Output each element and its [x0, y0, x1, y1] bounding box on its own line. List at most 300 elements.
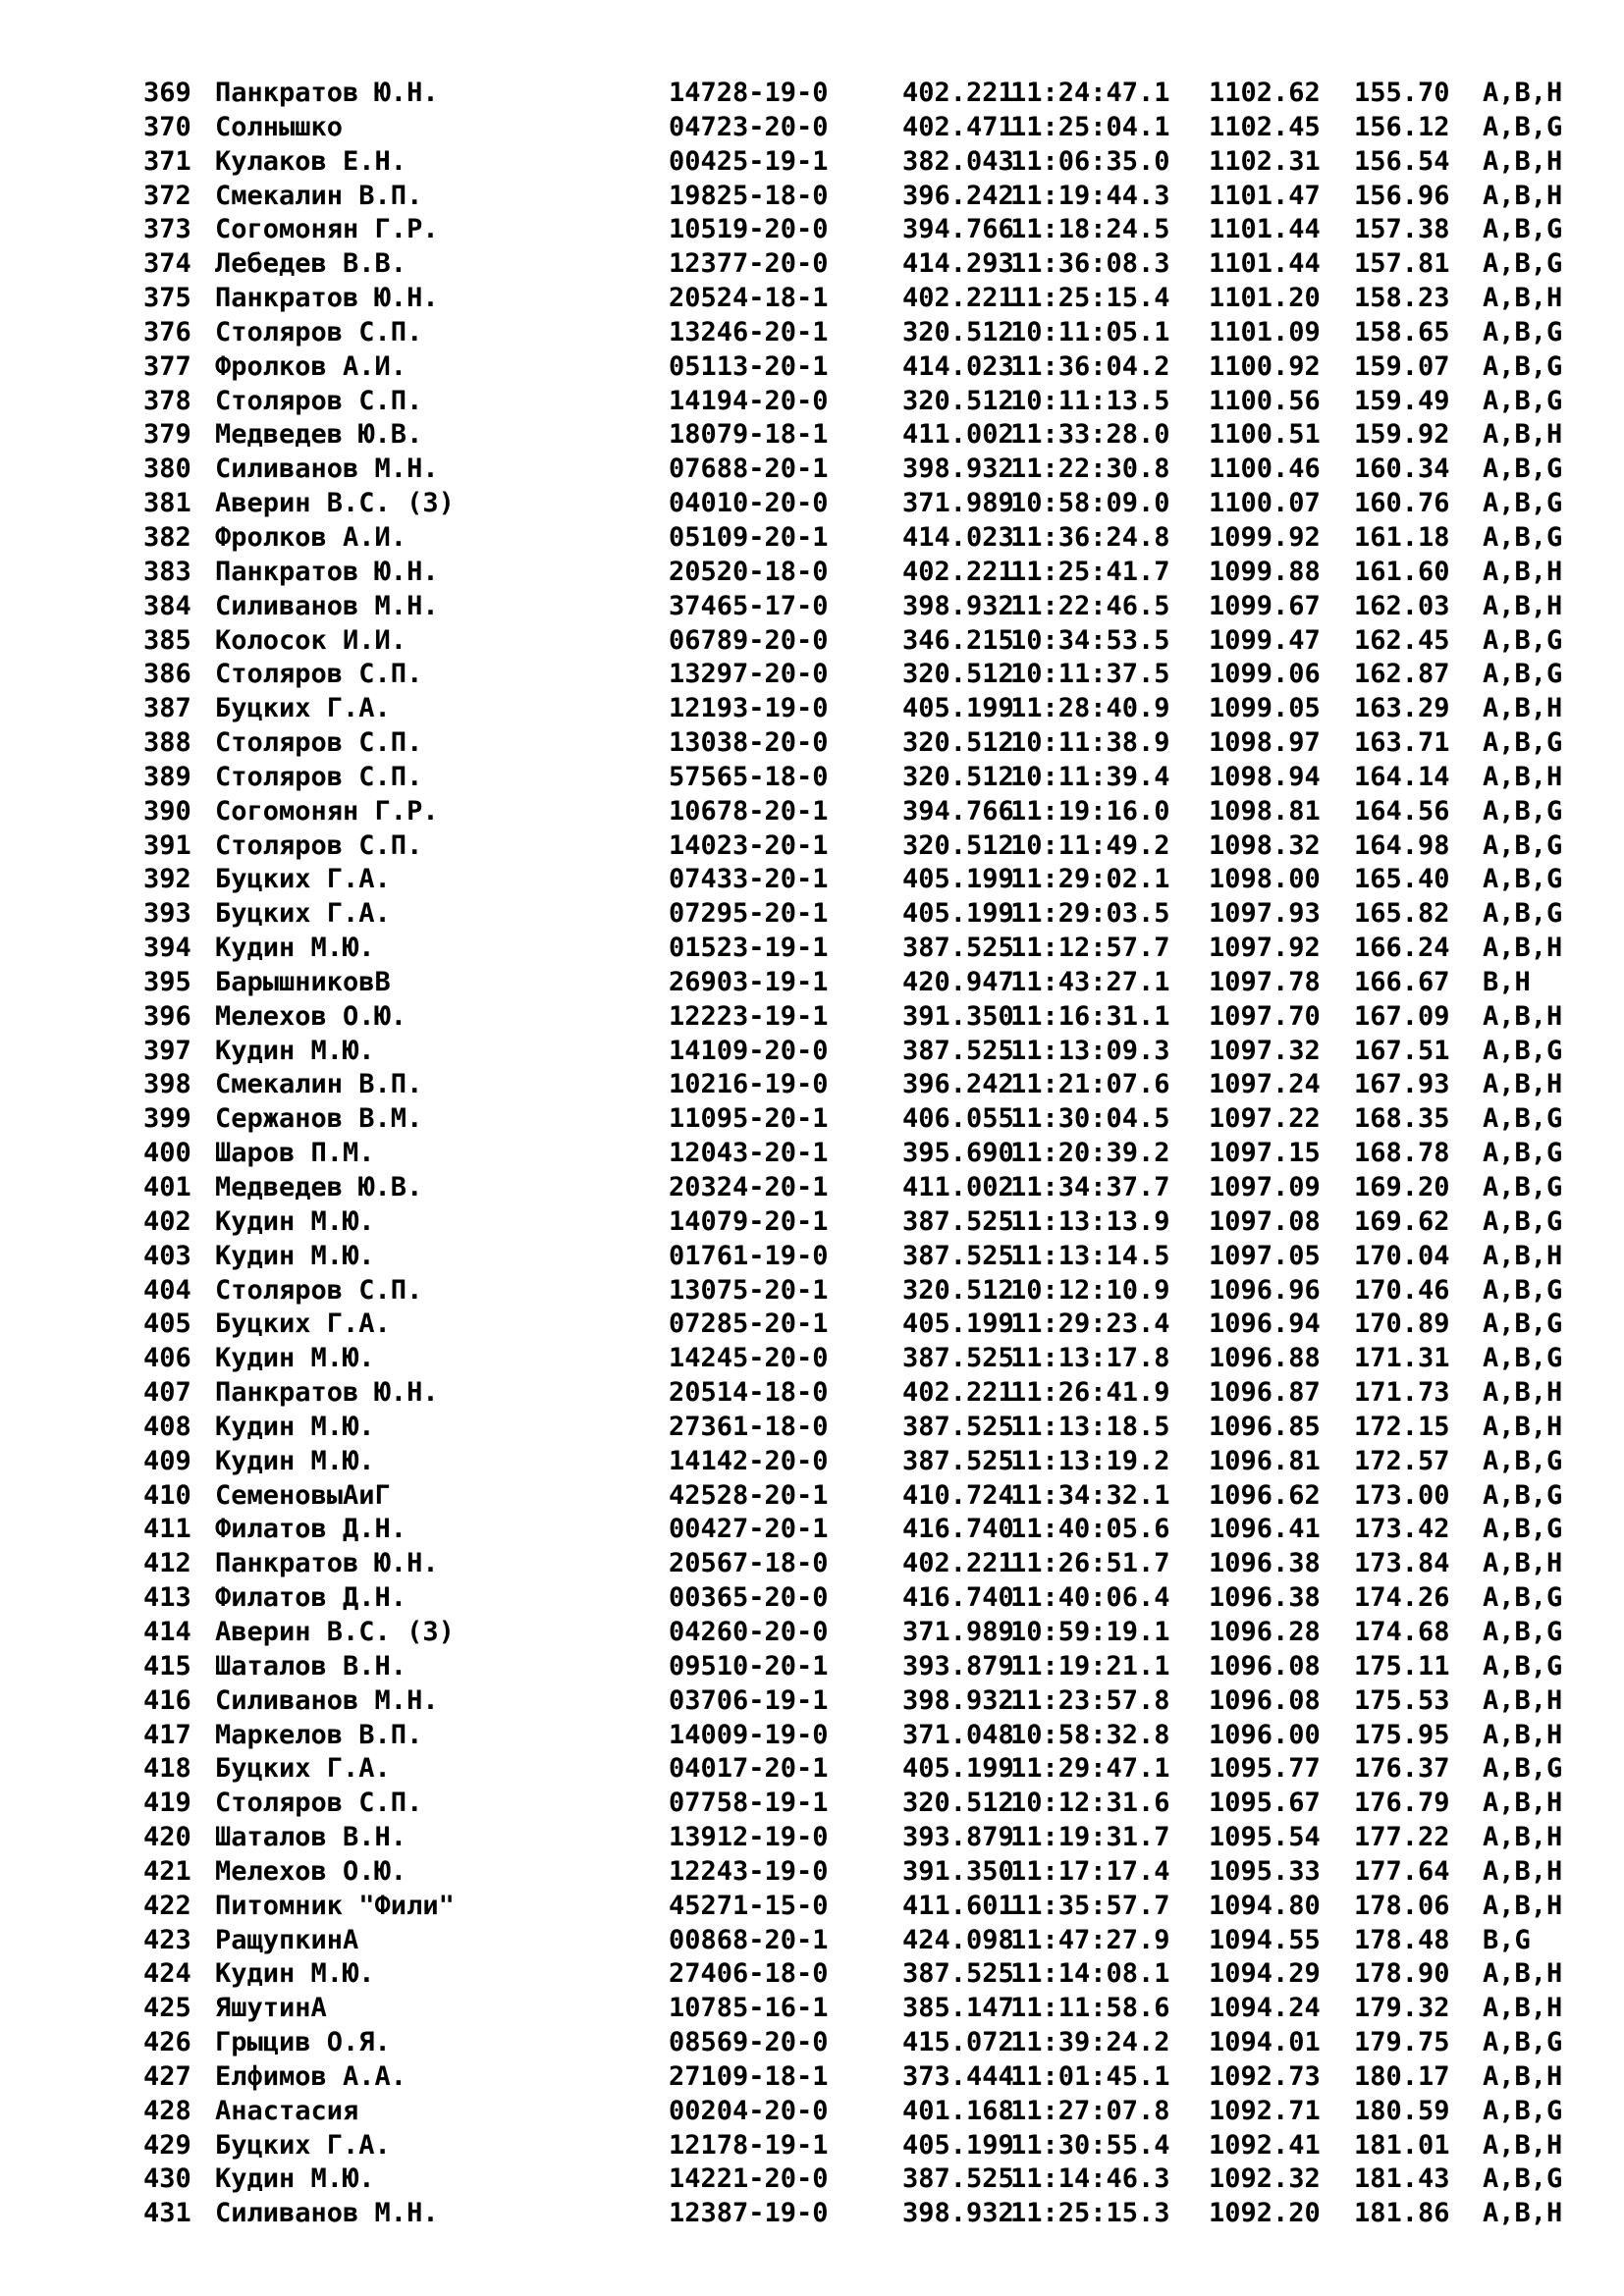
- category-flags: A,B,H: [1483, 419, 1563, 451]
- coefficient: 178.90: [1354, 1958, 1450, 1990]
- ring-number: 14728-19-0: [669, 78, 829, 108]
- speed: 1100.56: [1209, 385, 1321, 416]
- arrival-time: 11:19:16.0: [1010, 795, 1170, 827]
- speed: 1092.73: [1209, 2060, 1321, 2092]
- table-row: [143, 1411, 1562, 1445]
- table-row: [143, 761, 1562, 795]
- distance: 391.350: [902, 1855, 1014, 1887]
- coefficient: 159.92: [1354, 419, 1450, 451]
- table-row: [143, 145, 1562, 180]
- ring-number: 12043-20-1: [669, 1138, 829, 1169]
- fancier-name: Буцких Г.А.: [215, 1308, 391, 1340]
- table-row: [143, 418, 1562, 453]
- arrival-time: 11:21:07.6: [1010, 1069, 1170, 1100]
- arrival-time: 11:28:40.9: [1010, 693, 1170, 724]
- arrival-time: 10:12:31.6: [1010, 1788, 1170, 1819]
- fancier-name: Согомонян Г.Р.: [215, 214, 439, 245]
- speed: 1097.93: [1209, 898, 1321, 930]
- distance: 371.989: [902, 488, 1014, 519]
- ring-number: 14109-20-0: [669, 1035, 829, 1066]
- distance: 371.989: [902, 1616, 1014, 1647]
- table-row: [143, 829, 1562, 864]
- table-row: [143, 1581, 1562, 1616]
- ring-number: 14142-20-0: [669, 1445, 829, 1476]
- speed: 1094.01: [1209, 2027, 1321, 2058]
- coefficient: 180.59: [1354, 2095, 1450, 2126]
- row-number: 426: [143, 2027, 191, 2058]
- arrival-time: 11:14:08.1: [1010, 1958, 1170, 1990]
- distance: 396.242: [902, 1069, 1014, 1100]
- arrival-time: 11:35:57.7: [1010, 1890, 1170, 1921]
- arrival-time: 11:22:46.5: [1010, 590, 1170, 621]
- table-row: [143, 966, 1562, 1000]
- fancier-name: Фролков А.И.: [215, 350, 407, 382]
- fancier-name: Кудин М.Ю.: [215, 933, 375, 964]
- distance: 320.512: [902, 385, 1014, 416]
- table-row: [143, 453, 1562, 487]
- distance: 394.766: [902, 795, 1014, 827]
- table-row: [143, 1445, 1562, 1479]
- row-number: 408: [143, 1411, 191, 1442]
- coefficient: 164.98: [1354, 829, 1450, 861]
- speed: 1101.09: [1209, 316, 1321, 347]
- fancier-name: Кудин М.Ю.: [215, 1343, 375, 1374]
- coefficient: 171.31: [1354, 1343, 1450, 1374]
- fancier-name: БарышниковВ: [215, 966, 391, 997]
- arrival-time: 11:12:57.7: [1010, 933, 1170, 964]
- ring-number: 14023-20-1: [669, 829, 829, 861]
- speed: 1097.05: [1209, 1240, 1321, 1271]
- arrival-time: 11:19:44.3: [1010, 180, 1170, 211]
- ring-number: 12178-19-1: [669, 2129, 829, 2161]
- fancier-name: Мелехов О.Ю.: [215, 1855, 407, 1887]
- distance: 411.002: [902, 419, 1014, 451]
- table-row: [143, 1616, 1562, 1650]
- distance: 402.221: [902, 1548, 1014, 1579]
- fancier-name: Филатов Д.Н.: [215, 1582, 407, 1614]
- distance: 414.023: [902, 521, 1014, 553]
- table-row: [143, 1308, 1562, 1342]
- fancier-name: Столяров С.П.: [215, 1788, 423, 1819]
- table-row: [143, 863, 1562, 897]
- distance: 382.043: [902, 145, 1014, 177]
- ring-number: 13075-20-1: [669, 1274, 829, 1306]
- fancier-name: Колосок И.И.: [215, 624, 407, 656]
- category-flags: A,B,G: [1483, 864, 1563, 895]
- table-row: [143, 1035, 1562, 1069]
- coefficient: 162.87: [1354, 659, 1450, 690]
- results-list: [143, 77, 1562, 2231]
- speed: 1098.81: [1209, 795, 1321, 827]
- fancier-name: Буцких Г.А.: [215, 864, 391, 895]
- ring-number: 27361-18-0: [669, 1411, 829, 1442]
- category-flags: A,B,H: [1483, 1548, 1563, 1579]
- fancier-name: Кудин М.Ю.: [215, 1958, 375, 1990]
- fancier-name: Буцких Г.А.: [215, 2129, 391, 2161]
- row-number: 378: [143, 385, 191, 416]
- table-row: [143, 1957, 1562, 1992]
- coefficient: 167.51: [1354, 1035, 1450, 1066]
- arrival-time: 10:11:05.1: [1010, 316, 1170, 347]
- category-flags: A,B,H: [1483, 1855, 1563, 1887]
- table-row: [143, 2095, 1562, 2129]
- coefficient: 160.76: [1354, 488, 1450, 519]
- table-row: [143, 2060, 1562, 2095]
- row-number: 422: [143, 1890, 191, 1921]
- row-number: 377: [143, 350, 191, 382]
- speed: 1098.97: [1209, 727, 1321, 759]
- row-number: 415: [143, 1650, 191, 1682]
- table-row: [143, 2129, 1562, 2163]
- coefficient: 165.82: [1354, 898, 1450, 930]
- row-number: 388: [143, 727, 191, 759]
- category-flags: A,B,H: [1483, 1719, 1563, 1750]
- coefficient: 157.38: [1354, 214, 1450, 245]
- category-flags: A,B,G: [1483, 350, 1563, 382]
- speed: 1099.67: [1209, 590, 1321, 621]
- coefficient: 163.29: [1354, 693, 1450, 724]
- speed: 1096.08: [1209, 1684, 1321, 1716]
- arrival-time: 11:06:35.0: [1010, 145, 1170, 177]
- distance: 405.199: [902, 1753, 1014, 1785]
- ring-number: 13246-20-1: [669, 316, 829, 347]
- fancier-name: Кудин М.Ю.: [215, 1205, 375, 1237]
- table-row: [143, 932, 1562, 966]
- ring-number: 07285-20-1: [669, 1308, 829, 1340]
- coefficient: 163.71: [1354, 727, 1450, 759]
- ring-number: 10678-20-1: [669, 795, 829, 827]
- arrival-time: 11:33:28.0: [1010, 419, 1170, 451]
- speed: 1096.41: [1209, 1514, 1321, 1545]
- distance: 395.690: [902, 1138, 1014, 1169]
- distance: 387.525: [902, 1343, 1014, 1374]
- table-row: [143, 1924, 1562, 1958]
- speed: 1096.62: [1209, 1479, 1321, 1511]
- coefficient: 176.79: [1354, 1788, 1450, 1819]
- ring-number: 08569-20-0: [669, 2027, 829, 2058]
- distance: 385.147: [902, 1993, 1014, 2024]
- ring-number: 11095-20-1: [669, 1103, 829, 1135]
- row-number: 405: [143, 1308, 191, 1340]
- ring-number: 20524-18-1: [669, 283, 829, 314]
- row-number: 417: [143, 1719, 191, 1750]
- coefficient: 158.65: [1354, 316, 1450, 347]
- ring-number: 13297-20-0: [669, 659, 829, 690]
- coefficient: 174.68: [1354, 1616, 1450, 1647]
- ring-number: 00868-20-1: [669, 1924, 829, 1955]
- ring-number: 01523-19-1: [669, 933, 829, 964]
- coefficient: 170.89: [1354, 1308, 1450, 1340]
- row-number: 372: [143, 180, 191, 211]
- speed: 1100.07: [1209, 488, 1321, 519]
- ring-number: 14079-20-1: [669, 1205, 829, 1237]
- fancier-name: Столяров С.П.: [215, 761, 423, 792]
- table-row: [143, 1205, 1562, 1240]
- speed: 1101.44: [1209, 248, 1321, 280]
- distance: 398.932: [902, 590, 1014, 621]
- table-row: [143, 247, 1562, 282]
- category-flags: A,B,G: [1483, 624, 1563, 656]
- ring-number: 26903-19-1: [669, 966, 829, 997]
- fancier-name: Смекалин В.П.: [215, 180, 423, 211]
- speed: 1098.00: [1209, 864, 1321, 895]
- category-flags: A,B,G: [1483, 454, 1563, 485]
- ring-number: 12223-19-1: [669, 1000, 829, 1032]
- fancier-name: Медведев Ю.В.: [215, 419, 423, 451]
- coefficient: 175.53: [1354, 1684, 1450, 1716]
- fancier-name: Силиванов М.Н.: [215, 2198, 439, 2229]
- category-flags: A,B,G: [1483, 488, 1563, 519]
- fancier-name: Маркелов В.П.: [215, 1719, 423, 1750]
- speed: 1096.94: [1209, 1308, 1321, 1340]
- category-flags: A,B,G: [1483, 1172, 1563, 1202]
- speed: 1100.51: [1209, 419, 1321, 451]
- row-number: 369: [143, 78, 191, 108]
- category-flags: A,B,H: [1483, 1684, 1563, 1716]
- arrival-time: 11:22:30.8: [1010, 454, 1170, 485]
- table-row: [143, 487, 1562, 521]
- ring-number: 18079-18-1: [669, 419, 829, 451]
- coefficient: 170.04: [1354, 1240, 1450, 1271]
- distance: 320.512: [902, 659, 1014, 690]
- row-number: 400: [143, 1138, 191, 1169]
- fancier-name: Буцких Г.А.: [215, 898, 391, 930]
- speed: 1096.00: [1209, 1719, 1321, 1750]
- table-row: [143, 1752, 1562, 1787]
- category-flags: A,B,H: [1483, 1993, 1563, 2024]
- table-row: [143, 1719, 1562, 1753]
- fancier-name: Сержанов В.М.: [215, 1103, 423, 1135]
- ring-number: 01761-19-0: [669, 1240, 829, 1271]
- coefficient: 181.01: [1354, 2129, 1450, 2161]
- arrival-time: 11:36:04.2: [1010, 350, 1170, 382]
- speed: 1099.06: [1209, 659, 1321, 690]
- arrival-time: 11:18:24.5: [1010, 214, 1170, 245]
- row-number: 370: [143, 111, 191, 142]
- coefficient: 175.95: [1354, 1719, 1450, 1750]
- table-row: [143, 1855, 1562, 1890]
- table-row: [143, 590, 1562, 624]
- category-flags: A,B,H: [1483, 1411, 1563, 1442]
- distance: 405.199: [902, 864, 1014, 895]
- fancier-name: Панкратов Ю.Н.: [215, 283, 439, 314]
- table-row: [143, 1068, 1562, 1102]
- fancier-name: Столяров С.П.: [215, 385, 423, 416]
- arrival-time: 11:13:14.5: [1010, 1240, 1170, 1271]
- ring-number: 07688-20-1: [669, 454, 829, 485]
- speed: 1097.24: [1209, 1069, 1321, 1100]
- table-row: [143, 897, 1562, 932]
- arrival-time: 11:30:04.5: [1010, 1103, 1170, 1135]
- speed: 1096.87: [1209, 1377, 1321, 1409]
- category-flags: A,B,H: [1483, 283, 1563, 314]
- arrival-time: 11:29:03.5: [1010, 898, 1170, 930]
- ring-number: 20514-18-0: [669, 1377, 829, 1409]
- speed: 1092.71: [1209, 2095, 1321, 2126]
- speed: 1099.88: [1209, 556, 1321, 587]
- category-flags: A,B,G: [1483, 727, 1563, 759]
- ring-number: 14245-20-0: [669, 1343, 829, 1374]
- distance: 393.879: [902, 1822, 1014, 1853]
- speed: 1094.29: [1209, 1958, 1321, 1990]
- fancier-name: Шаров П.М.: [215, 1138, 375, 1169]
- arrival-time: 10:11:38.9: [1010, 727, 1170, 759]
- category-flags: A,B,G: [1483, 1650, 1563, 1682]
- category-flags: A,B,G: [1483, 1753, 1563, 1785]
- speed: 1100.46: [1209, 454, 1321, 485]
- distance: 414.293: [902, 248, 1014, 280]
- coefficient: 164.56: [1354, 795, 1450, 827]
- row-number: 393: [143, 898, 191, 930]
- speed: 1096.96: [1209, 1274, 1321, 1306]
- coefficient: 159.49: [1354, 385, 1450, 416]
- table-row: [143, 556, 1562, 590]
- table-row: [143, 1240, 1562, 1274]
- speed: 1096.81: [1209, 1445, 1321, 1476]
- row-number: 412: [143, 1548, 191, 1579]
- ring-number: 13038-20-0: [669, 727, 829, 759]
- row-number: 371: [143, 145, 191, 177]
- distance: 402.221: [902, 556, 1014, 587]
- distance: 387.525: [902, 2163, 1014, 2195]
- table-row: [143, 1102, 1562, 1137]
- distance: 424.098: [902, 1924, 1014, 1955]
- category-flags: A,B,G: [1483, 1103, 1563, 1135]
- ring-number: 27406-18-0: [669, 1958, 829, 1990]
- speed: 1101.44: [1209, 214, 1321, 245]
- fancier-name: Питомник "Фили": [215, 1890, 455, 1921]
- fancier-name: Согомонян Г.Р.: [215, 795, 439, 827]
- speed: 1098.32: [1209, 829, 1321, 861]
- category-flags: A,B,H: [1483, 933, 1563, 964]
- coefficient: 170.46: [1354, 1274, 1450, 1306]
- distance: 387.525: [902, 933, 1014, 964]
- distance: 373.444: [902, 2060, 1014, 2092]
- distance: 411.002: [902, 1172, 1014, 1202]
- fancier-name: СеменовыАиГ: [215, 1479, 391, 1511]
- fancier-name: Столяров С.П.: [215, 316, 423, 347]
- ring-number: 14221-20-0: [669, 2163, 829, 2195]
- arrival-time: 11:26:41.9: [1010, 1377, 1170, 1409]
- fancier-name: Кулаков Е.Н.: [215, 145, 407, 177]
- row-number: 376: [143, 316, 191, 347]
- speed: 1101.20: [1209, 283, 1321, 314]
- fancier-name: Фролков А.И.: [215, 521, 407, 553]
- coefficient: 158.23: [1354, 283, 1450, 314]
- fancier-name: Силиванов М.Н.: [215, 1684, 439, 1716]
- category-flags: A,B,G: [1483, 1616, 1563, 1647]
- arrival-time: 11:25:15.3: [1010, 2198, 1170, 2229]
- category-flags: A,B,H: [1483, 1069, 1563, 1100]
- row-number: 383: [143, 556, 191, 587]
- row-number: 402: [143, 1205, 191, 1237]
- arrival-time: 11:25:41.7: [1010, 556, 1170, 587]
- speed: 1102.31: [1209, 145, 1321, 177]
- fancier-name: Столяров С.П.: [215, 727, 423, 759]
- distance: 391.350: [902, 1000, 1014, 1032]
- table-row: [143, 2197, 1562, 2231]
- fancier-name: Кудин М.Ю.: [215, 1445, 375, 1476]
- category-flags: A,B,H: [1483, 761, 1563, 792]
- ring-number: 05109-20-1: [669, 521, 829, 553]
- distance: 387.525: [902, 1240, 1014, 1271]
- coefficient: 181.43: [1354, 2163, 1450, 2195]
- table-row: [143, 692, 1562, 726]
- coefficient: 174.26: [1354, 1582, 1450, 1614]
- fancier-name: Грыцив О.Я.: [215, 2027, 391, 2058]
- table-row: [143, 213, 1562, 247]
- table-row: [143, 1137, 1562, 1171]
- row-number: 424: [143, 1958, 191, 1990]
- table-row: [143, 180, 1562, 214]
- ring-number: 20567-18-0: [669, 1548, 829, 1579]
- coefficient: 166.67: [1354, 966, 1450, 997]
- coefficient: 167.93: [1354, 1069, 1450, 1100]
- fancier-name: Кудин М.Ю.: [215, 1411, 375, 1442]
- row-number: 420: [143, 1822, 191, 1853]
- ring-number: 00427-20-1: [669, 1514, 829, 1545]
- arrival-time: 11:40:05.6: [1010, 1514, 1170, 1545]
- coefficient: 162.45: [1354, 624, 1450, 656]
- ring-number: 00365-20-0: [669, 1582, 829, 1614]
- arrival-time: 11:40:06.4: [1010, 1582, 1170, 1614]
- ring-number: 37465-17-0: [669, 590, 829, 621]
- coefficient: 177.22: [1354, 1822, 1450, 1853]
- row-number: 379: [143, 419, 191, 451]
- distance: 346.215: [902, 624, 1014, 656]
- category-flags: A,B,H: [1483, 1377, 1563, 1409]
- fancier-name: Аверин В.С. (З): [215, 1616, 455, 1647]
- table-row: [143, 1513, 1562, 1547]
- arrival-time: 11:26:51.7: [1010, 1548, 1170, 1579]
- arrival-time: 10:11:37.5: [1010, 659, 1170, 690]
- speed: 1097.22: [1209, 1103, 1321, 1135]
- row-number: 416: [143, 1684, 191, 1716]
- coefficient: 171.73: [1354, 1377, 1450, 1409]
- category-flags: A,B,G: [1483, 2163, 1563, 2195]
- row-number: 425: [143, 1993, 191, 2024]
- table-row: [143, 1684, 1562, 1719]
- ring-number: 04260-20-0: [669, 1616, 829, 1647]
- arrival-time: 11:13:17.8: [1010, 1343, 1170, 1374]
- ring-number: 20324-20-1: [669, 1172, 829, 1202]
- table-row: [143, 1547, 1562, 1581]
- arrival-time: 10:11:39.4: [1010, 761, 1170, 792]
- coefficient: 166.24: [1354, 933, 1450, 964]
- arrival-time: 11:47:27.9: [1010, 1924, 1170, 1955]
- speed: 1102.62: [1209, 78, 1321, 108]
- category-flags: A,B,G: [1483, 2027, 1563, 2058]
- fancier-name: Панкратов Ю.Н.: [215, 556, 439, 587]
- arrival-time: 11:19:31.7: [1010, 1822, 1170, 1853]
- table-row: [143, 2026, 1562, 2060]
- ring-number: 10519-20-0: [669, 214, 829, 245]
- table-row: [143, 1000, 1562, 1035]
- coefficient: 157.81: [1354, 248, 1450, 280]
- distance: 402.221: [902, 1377, 1014, 1409]
- category-flags: A,B,H: [1483, 2129, 1563, 2161]
- category-flags: A,B,G: [1483, 1205, 1563, 1237]
- row-number: 406: [143, 1343, 191, 1374]
- fancier-name: Панкратов Ю.Н.: [215, 78, 439, 108]
- row-number: 407: [143, 1377, 191, 1409]
- distance: 398.932: [902, 1684, 1014, 1716]
- category-flags: A,B,H: [1483, 693, 1563, 724]
- table-row: [143, 1650, 1562, 1684]
- distance: 405.199: [902, 2129, 1014, 2161]
- category-flags: A,B,G: [1483, 214, 1563, 245]
- distance: 394.766: [902, 214, 1014, 245]
